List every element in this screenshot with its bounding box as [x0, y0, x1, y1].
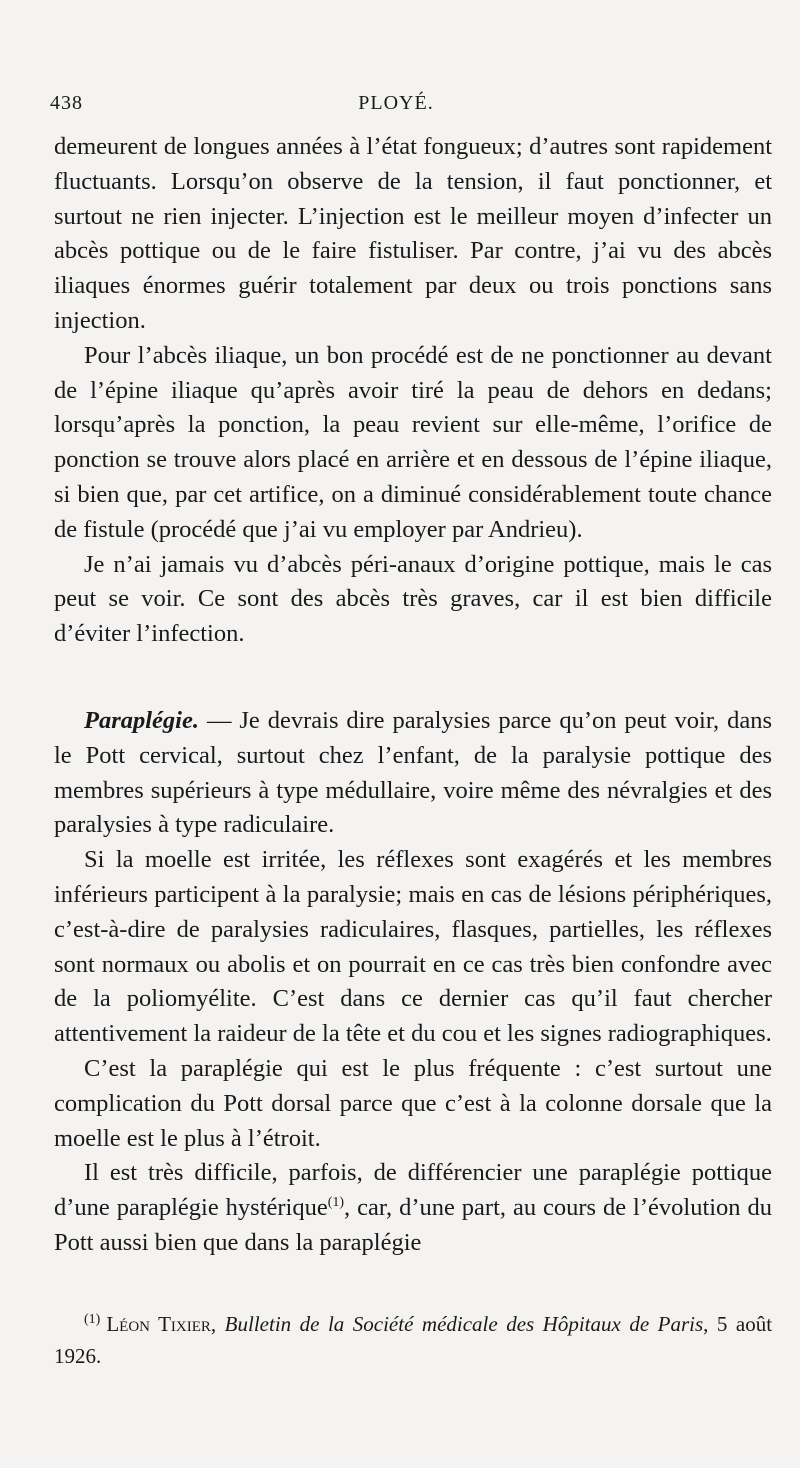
paragraph: demeurent de longues années à l’état fongueux; d’autres sont rapidement fluctuants. Lorsqu’on observe de la tension, il faut ponctionner, et surtout ne rien injecter. L’injection est le meilleur moyen d’infecter un abcès pottique ou de le faire fistuliser. Par contre, j’ai vu des abcès iliaques énormes guérir totalement par deux ou trois ponctions sans injection. — [54, 133, 772, 334]
body-text — [54, 130, 772, 1261]
paragraph: C’est la paraplégie qui est le plus fréquente : c’est surtout une complication du Pott dorsal parce que c’est à la colonne dorsale que la moelle est le plus à l’étroit. — [54, 1054, 772, 1152]
paragraph-text: , car, d’une part, au cours de l’évolution du Pott aussi bien que dans la paraplégie — [54, 1194, 772, 1256]
footnote — [54, 1308, 772, 1372]
footnote-mark: (1) — [84, 1312, 101, 1327]
paragraph-text: Il est très difficile, parfois, de différencier une paraplégie pottique d’une paraplégie hystérique — [54, 1159, 772, 1222]
paragraph — [54, 1156, 772, 1260]
section-intro-paragraph — [54, 704, 772, 843]
running-title: PLOYÉ. — [358, 92, 434, 114]
paragraph: Si la moelle est irritée, les réflexes sont exagérés et les membres inférieurs participent à la paralysie; mais en cas de lésions périphériques, c’est-à-dire de paralysies radiculaires, flasques, partielles, les réflexes sont normaux ou abolis et on pourrait en ce cas très bien confondre avec de la poliomyélite. C’est dans ce dernier cas qu’il faut chercher attentivement la raideur de la tête et du cou et les signes radiographiques. — [54, 846, 772, 1048]
footnote-date: , 5 août 1926. — [54, 1312, 773, 1368]
paragraph: Pour l’abcès iliaque, un bon procédé est de ne ponctionner au devant de l’épine iliaque qu’après avoir tiré la peau de dehors en dedans; lorsqu’après la ponction, la peau revient sur elle-même, l’orifice de ponction se trouve alors placé en arrière et en dessous de l’épine iliaque, si bien que, par cet artifice, on a diminué considérablement toute chance de fistule (procédé que j’ai vu employer par Andrieu). — [54, 341, 772, 543]
footnote-author: Léon Tixier — [106, 1312, 211, 1336]
running-head — [50, 92, 742, 122]
footnote-reference[interactable]: (1) — [327, 1194, 345, 1210]
footnote-separator: , — [210, 1312, 225, 1336]
footnote-journal: Bulletin de la Société médicale des Hôpitaux de Paris — [224, 1312, 704, 1336]
page-number: 438 — [50, 92, 83, 114]
section-heading: Paraplégie. — [84, 706, 199, 734]
section-intro-text: — Je devrais dire paralysies parce qu’on peut voir, dans le Pott cervical, surtout chez l’enfant, de la paralysie pottique des membres supérieurs à type médullaire, voire même des névralgies et des paralysies à type radiculaire. — [54, 706, 772, 839]
paragraph: Je n’ai jamais vu d’abcès péri-anaux d’origine pottique, mais le cas peut se voir. Ce sont des abcès très graves, car il est bien difficile d’éviter l’infection. — [54, 550, 772, 648]
